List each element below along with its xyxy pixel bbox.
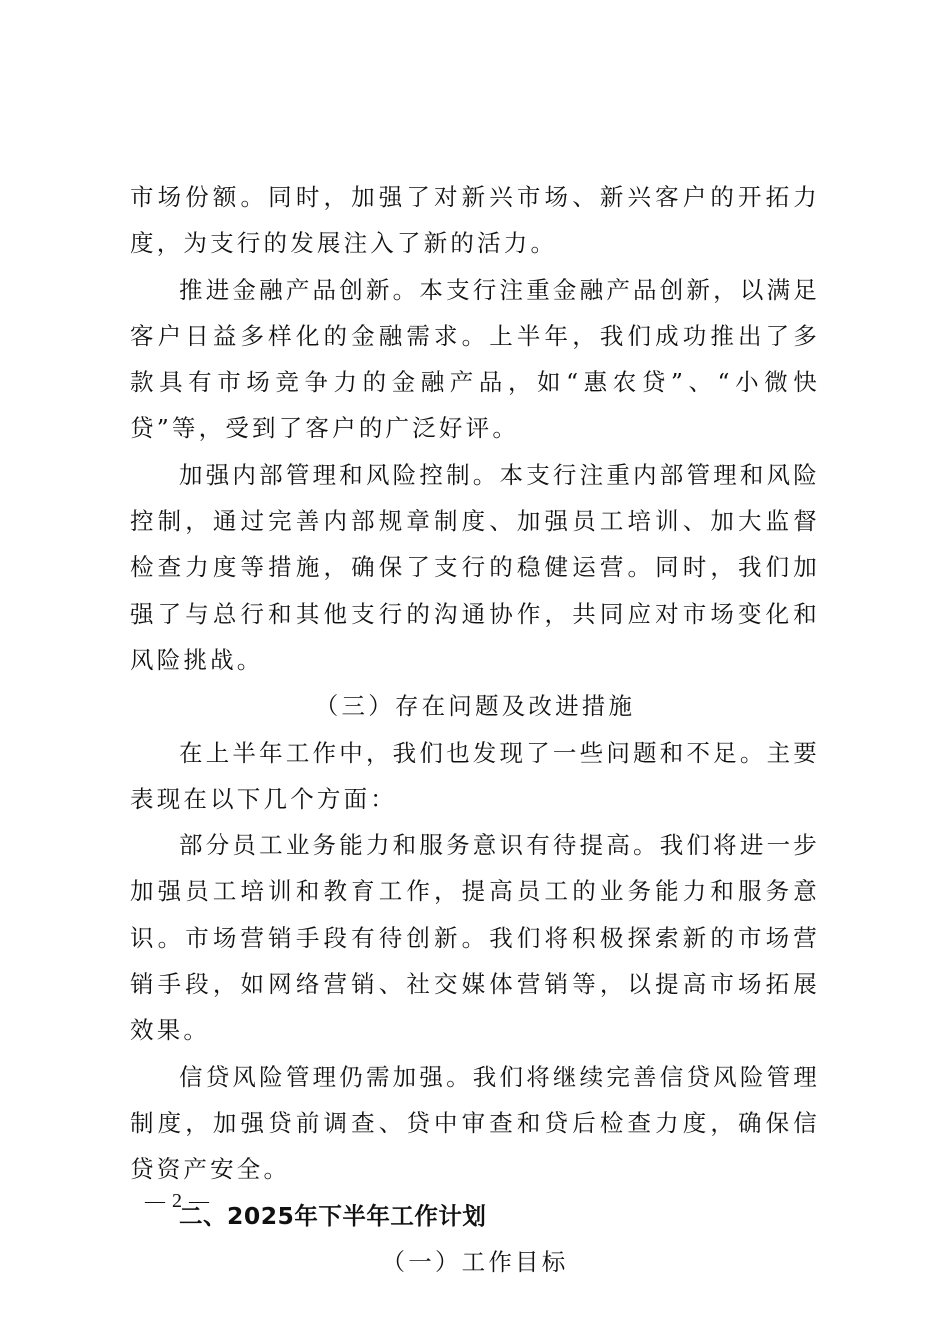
paragraph-credit-risk: 信贷风险管理仍需加强。我们将继续完善信贷风险管理制度，加强贷前调查、贷中审查和贷后检查力度，确保信贷资产安全。 bbox=[130, 1062, 820, 1184]
document-body bbox=[130, 174, 820, 1285]
heading-work-goals: （一）工作目标 bbox=[381, 1247, 569, 1276]
heading-second-half-plan: 二、2025年下半年工作计划 bbox=[179, 1201, 487, 1230]
paragraph-staff-marketing: 部分员工业务能力和服务意识有待提高。我们将进一步加强员工培训和教育工作，提高员工的业务能力和服务意识。市场营销手段有待创新。我们将积极探索新的市场营销手段，如网络营销、社交媒体营销等，以提高市场拓展效果。 bbox=[130, 831, 820, 1045]
heading-problems-improvements: （三）存在问题及改进措施 bbox=[314, 692, 636, 721]
paragraph-product-innovation: 推进金融产品创新。本支行注重金融产品创新，以满足客户日益多样化的金融需求。上半年，我们成功推出了多款具有市场竞争力的金融产品，如“惠农贷”、“小微快贷”等，受到了客户的广泛好评。 bbox=[130, 275, 820, 443]
paragraph-market-share: 市场份额。同时，加强了对新兴市场、新兴客户的开拓力度，为支行的发展注入了新的活力。 bbox=[130, 183, 820, 258]
paragraph-problems-intro: 在上半年工作中，我们也发现了一些问题和不足。主要表现在以下几个方面： bbox=[130, 738, 820, 813]
page-number: — 2 — bbox=[145, 1190, 210, 1212]
paragraph-internal-management: 加强内部管理和风险控制。本支行注重内部管理和风险控制，通过完善内部规章制度、加强员工培训、加大监督检查力度等措施，确保了支行的稳健运营。同时，我们加强了与总行和其他支行的沟通协作，共同应对市场变化和风险挑战。 bbox=[130, 460, 820, 674]
